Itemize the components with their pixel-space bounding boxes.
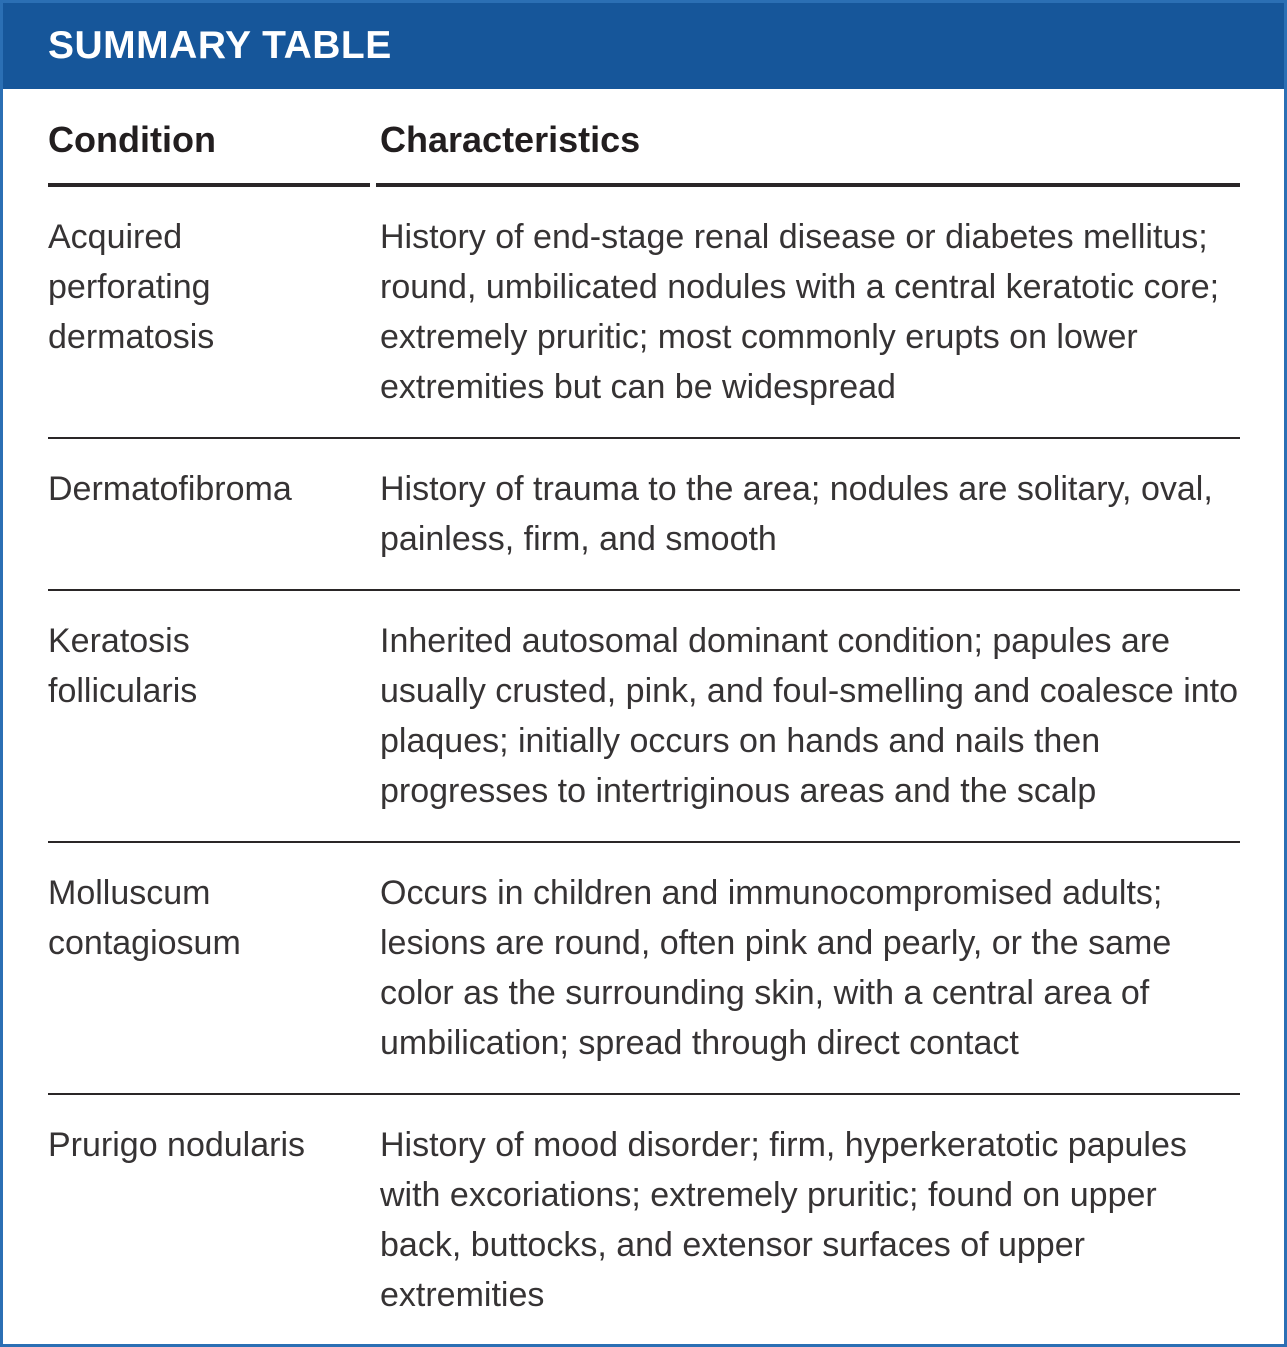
condition-cell: Molluscum contagiosum <box>48 874 241 962</box>
table-row <box>48 841 1240 1093</box>
column-header-characteristics: Characteristics <box>380 119 641 160</box>
summary-table-title: SUMMARY TABLE <box>48 24 392 67</box>
header-rule-segment-characteristics <box>376 183 1240 187</box>
table-header-row <box>48 89 1240 183</box>
characteristics-cell: Occurs in children and immunocompromised adults; lesions are round, often pink and pearly, or the same color as the surrounding skin, with a central area of umbilication; spread through direct contact <box>380 874 1172 1062</box>
characteristics-cell: History of end-stage renal disease or diabetes mellitus; round, umbilicated nodules with a central keratotic core; extremely pruritic; most commonly erupts on lower extremities but can be widespread <box>380 218 1220 406</box>
condition-cell: Dermatofibroma <box>48 470 292 508</box>
characteristics-cell: History of mood disorder; firm, hyperkeratotic papules with excoriations; extremely pruritic; found on upper back, buttocks, and extensor surfaces of upper extremities <box>380 1126 1187 1314</box>
table-row <box>48 437 1240 589</box>
column-header-condition: Condition <box>48 119 216 160</box>
summary-table-header-bar <box>3 3 1284 89</box>
table-row <box>48 1093 1240 1345</box>
header-rule-segment-condition <box>48 183 370 187</box>
table-content <box>3 89 1284 1345</box>
table-row <box>48 589 1240 841</box>
condition-cell: Keratosis follicularis <box>48 622 198 710</box>
condition-cell: Prurigo nodularis <box>48 1126 306 1164</box>
header-rule <box>48 183 1240 187</box>
characteristics-cell: History of trauma to the area; nodules are solitary, oval, painless, firm, and smooth <box>380 470 1213 558</box>
condition-cell: Acquired perforating dermatosis <box>48 218 215 356</box>
table-row <box>48 187 1240 437</box>
characteristics-cell: Inherited autosomal dominant condition; papules are usually crusted, pink, and foul-smelling and coalesce into plaques; initially occurs on hands and nails then progresses to intertriginous areas and the scalp <box>380 622 1239 810</box>
